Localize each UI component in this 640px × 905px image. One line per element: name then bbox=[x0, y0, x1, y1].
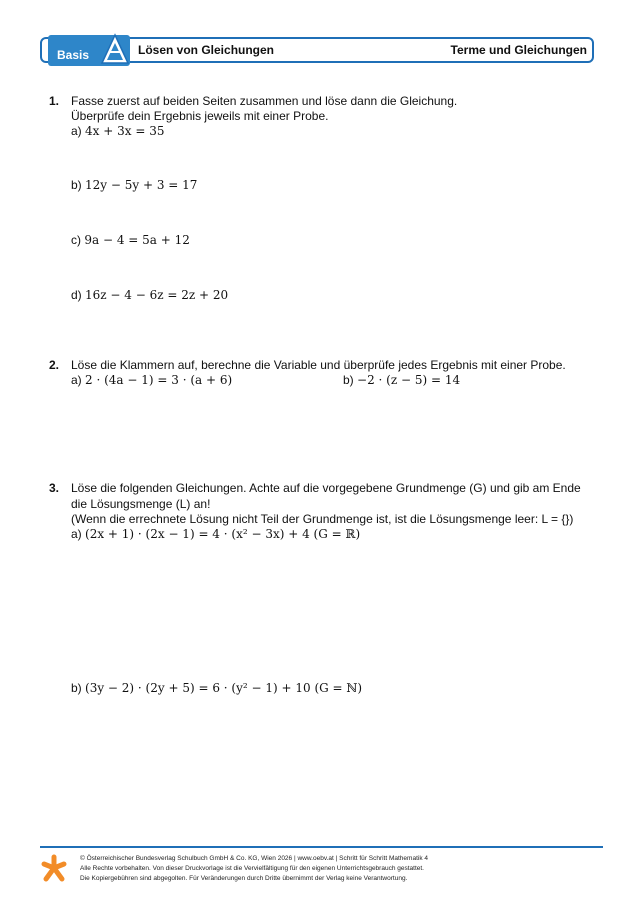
task-1c bbox=[71, 233, 190, 247]
task-1c-label: c) bbox=[71, 233, 81, 247]
page-title: Lösen von Gleichungen bbox=[138, 43, 275, 57]
task-3b-label: b) bbox=[71, 681, 82, 695]
task-2-instruction: Löse die Klammern auf, berechne die Variable und überprüfe jedes Ergebnis mit einer Probe. bbox=[71, 358, 566, 372]
footer-text bbox=[80, 854, 428, 884]
task-1d bbox=[71, 288, 228, 302]
task-3b bbox=[71, 681, 362, 695]
task-1c-equation: 9a − 4 = 5a + 12 bbox=[84, 233, 190, 247]
task-1b-label: b) bbox=[71, 178, 82, 192]
triangle-icon bbox=[100, 33, 130, 67]
task-2b bbox=[343, 373, 460, 387]
task-1d-label: d) bbox=[71, 288, 82, 302]
task-2a-label: a) bbox=[71, 373, 82, 387]
footer-rule bbox=[40, 846, 603, 848]
task-1b-equation: 12y − 5y + 3 = 17 bbox=[85, 178, 198, 192]
task-1-instruction-1: Fasse zuerst auf beiden Seiten zusammen und löse dann die Gleichung. bbox=[71, 94, 458, 108]
task-2a-equation: 2 · (4a − 1) = 3 · (a + 6) bbox=[85, 373, 233, 387]
footer-line-1: © Österreichischer Bundesverlag Schulbuch GmbH & Co. KG, Wien 2026 | www.oebv.at | Schritt für Schritt Mathematik 4 bbox=[80, 855, 428, 862]
task-1-number: 1. bbox=[49, 94, 60, 108]
task-1d-equation: 16z − 4 − 6z = 2z + 20 bbox=[85, 288, 229, 302]
task-2b-equation: −2 · (z − 5) = 14 bbox=[357, 373, 461, 387]
task-1a bbox=[71, 124, 164, 138]
footer-line-3: Die Kopiergebühren sind abgegolten. Für Veränderungen durch Dritte übernimmt der Verlag keine Verantwortung. bbox=[80, 875, 408, 882]
task-1a-label: a) bbox=[71, 124, 82, 138]
task-3-instruction-3: (Wenn die errechnete Lösung nicht Teil der Grundmenge ist, ist die Lösungsmenge leer: L = {}) bbox=[71, 512, 574, 526]
topic-title: Terme und Gleichungen bbox=[450, 43, 587, 57]
task-3a bbox=[71, 527, 360, 541]
task-3b-equation: (3y − 2) · (2y + 5) = 6 · (y² − 1) + 10 (G = ℕ) bbox=[85, 681, 363, 695]
task-1-instruction-2: Überprüfe dein Ergebnis jeweils mit einer Probe. bbox=[71, 109, 329, 123]
task-1b bbox=[71, 178, 197, 192]
basis-logo-text: Basis bbox=[57, 48, 90, 62]
task-3-instruction-2: die Lösungsmenge (L) an! bbox=[71, 497, 211, 511]
task-1a-equation: 4x + 3x = 35 bbox=[85, 124, 165, 138]
basis-logo bbox=[48, 31, 130, 67]
task-2-number: 2. bbox=[49, 358, 60, 372]
task-2b-label: b) bbox=[343, 373, 354, 387]
task-3-number: 3. bbox=[49, 481, 60, 495]
task-3-instruction-1: Löse die folgenden Gleichungen. Achte auf die vorgegebene Grundmenge (G) und gib am Ende bbox=[71, 481, 581, 495]
task-3a-label: a) bbox=[71, 527, 82, 541]
publisher-logo-icon bbox=[40, 853, 68, 883]
task-3a-equation: (2x + 1) · (2x − 1) = 4 · (x² − 3x) + 4 (G = ℝ) bbox=[85, 527, 361, 541]
task-2a bbox=[71, 373, 232, 387]
footer-line-2: Alle Rechte vorbehalten. Von dieser Druckvorlage ist die Vervielfältigung für den eigenen Unterrichtsgebrauch gestattet. bbox=[80, 865, 424, 872]
